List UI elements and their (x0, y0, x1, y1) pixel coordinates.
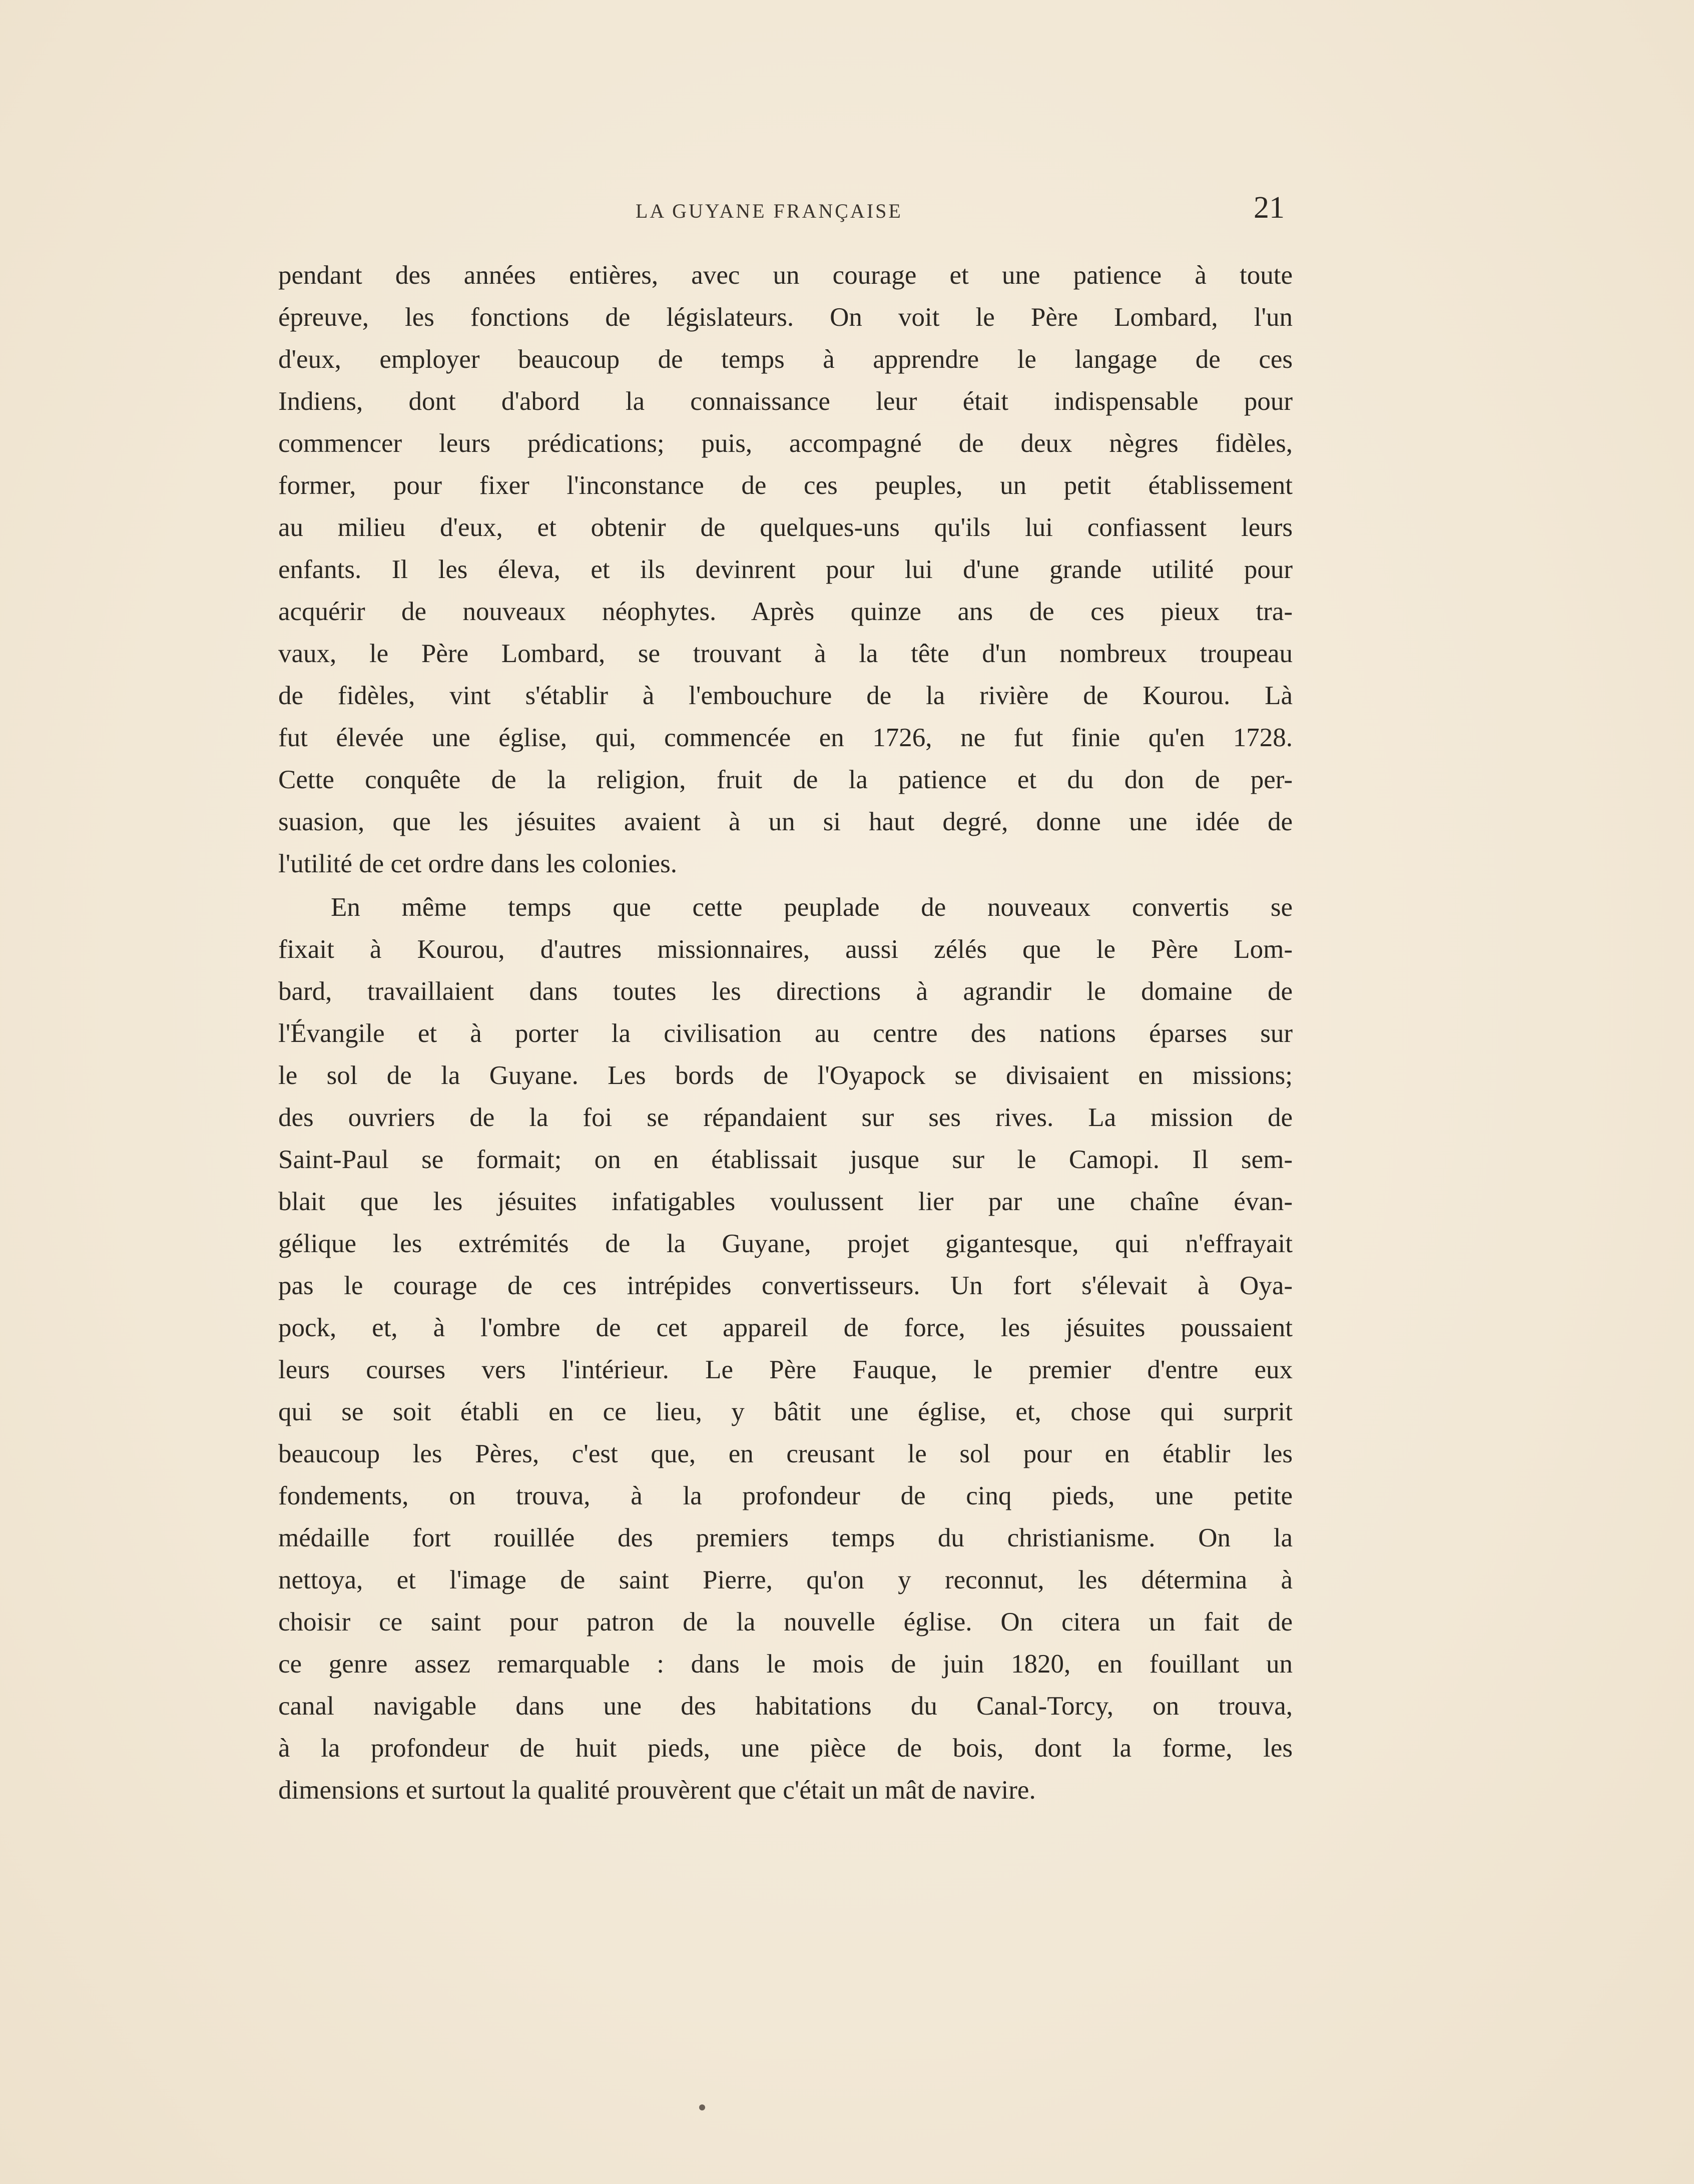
text-line: commencer leurs prédications; puis, accompagné de deux nègres fidèles, (278, 429, 1293, 458)
text-line: canal navigable dans une des habitations du Canal-Torcy, on trouva, (278, 1692, 1293, 1721)
text-line: suasion, que les jésuites avaient à un si haut degré, donne une idée de (278, 807, 1293, 836)
text-line: fondements, on trouva, à la profondeur de cinq pieds, une petite (278, 1481, 1293, 1510)
text-line: enfants. Il les éleva, et ils devinrent pour lui d'une grande utilité pour (278, 555, 1293, 584)
running-title: LA GUYANE FRANÇAISE (636, 200, 903, 222)
text-line: gélique les extrémités de la Guyane, projet gigantesque, qui n'effrayait (278, 1229, 1293, 1258)
text-line: blait que les jésuites infatigables voulussent lier par une chaîne évan- (278, 1187, 1293, 1216)
paragraph-2 (278, 886, 1293, 1811)
body-text (278, 254, 1293, 1811)
text-line: former, pour fixer l'inconstance de ces peuples, un petit établissement (278, 471, 1293, 500)
page-number: 21 (1254, 191, 1285, 225)
ink-speck (699, 2104, 705, 2110)
text-line: acquérir de nouveaux néophytes. Après quinze ans de ces pieux tra- (278, 597, 1293, 626)
text-line: médaille fort rouillée des premiers temps du christianisme. On la (278, 1523, 1293, 1552)
text-line: des ouvriers de la foi se répandaient sur ses rives. La mission de (278, 1103, 1293, 1132)
text-line: En même temps que cette peuplade de nouveaux convertis se (331, 893, 1293, 922)
paragraph-1 (278, 254, 1293, 885)
text-line: l'utilité de cet ordre dans les colonies. (278, 849, 677, 878)
text-line: pendant des années entières, avec un courage et une patience à toute (278, 261, 1293, 290)
text-line: l'Évangile et à porter la civilisation au centre des nations éparses sur (278, 1019, 1293, 1048)
text-line: qui se soit établi en ce lieu, y bâtit une église, et, chose qui surprit (278, 1397, 1293, 1426)
text-line: nettoya, et l'image de saint Pierre, qu'on y reconnut, les détermina à (278, 1565, 1293, 1594)
text-line: fut élevée une église, qui, commencée en 1726, ne fut finie qu'en 1728. (278, 723, 1293, 752)
text-line: choisir ce saint pour patron de la nouvelle église. On citera un fait de (278, 1607, 1293, 1636)
text-line: dimensions et surtout la qualité prouvèrent que c'était un mât de navire. (278, 1776, 1036, 1805)
text-line: beaucoup les Pères, c'est que, en creusant le sol pour en établir les (278, 1439, 1293, 1468)
text-line: épreuve, les fonctions de législateurs. On voit le Père Lombard, l'un (278, 303, 1293, 332)
text-line: le sol de la Guyane. Les bords de l'Oyapock se divisaient en missions; (278, 1061, 1293, 1090)
text-line: pas le courage de ces intrépides convertisseurs. Un fort s'élevait à Oya- (278, 1271, 1293, 1300)
text-line: de fidèles, vint s'établir à l'embouchure de la rivière de Kourou. Là (278, 681, 1293, 710)
text-line: vaux, le Père Lombard, se trouvant à la tête d'un nombreux troupeau (278, 639, 1293, 668)
text-line: au milieu d'eux, et obtenir de quelques-uns qu'ils lui confiassent leurs (278, 513, 1293, 542)
text-line: Saint-Paul se formait; on en établissait jusque sur le Camopi. Il sem- (278, 1145, 1293, 1174)
text-line: d'eux, employer beaucoup de temps à apprendre le langage de ces (278, 345, 1293, 374)
text-line: bard, travaillaient dans toutes les directions à agrandir le domaine de (278, 977, 1293, 1006)
text-line: à la profondeur de huit pieds, une pièce de bois, dont la forme, les (278, 1734, 1293, 1763)
text-line: fixait à Kourou, d'autres missionnaires, aussi zélés que le Père Lom- (278, 935, 1293, 964)
text-line: leurs courses vers l'intérieur. Le Père Fauque, le premier d'entre eux (278, 1355, 1293, 1384)
text-line: Cette conquête de la religion, fruit de la patience et du don de per- (278, 765, 1293, 794)
text-line: ce genre assez remarquable : dans le mois de juin 1820, en fouillant un (278, 1650, 1293, 1679)
text-line: pock, et, à l'ombre de cet appareil de force, les jésuites poussaient (278, 1313, 1293, 1342)
text-line: Indiens, dont d'abord la connaissance leur était indispensable pour (278, 387, 1293, 416)
